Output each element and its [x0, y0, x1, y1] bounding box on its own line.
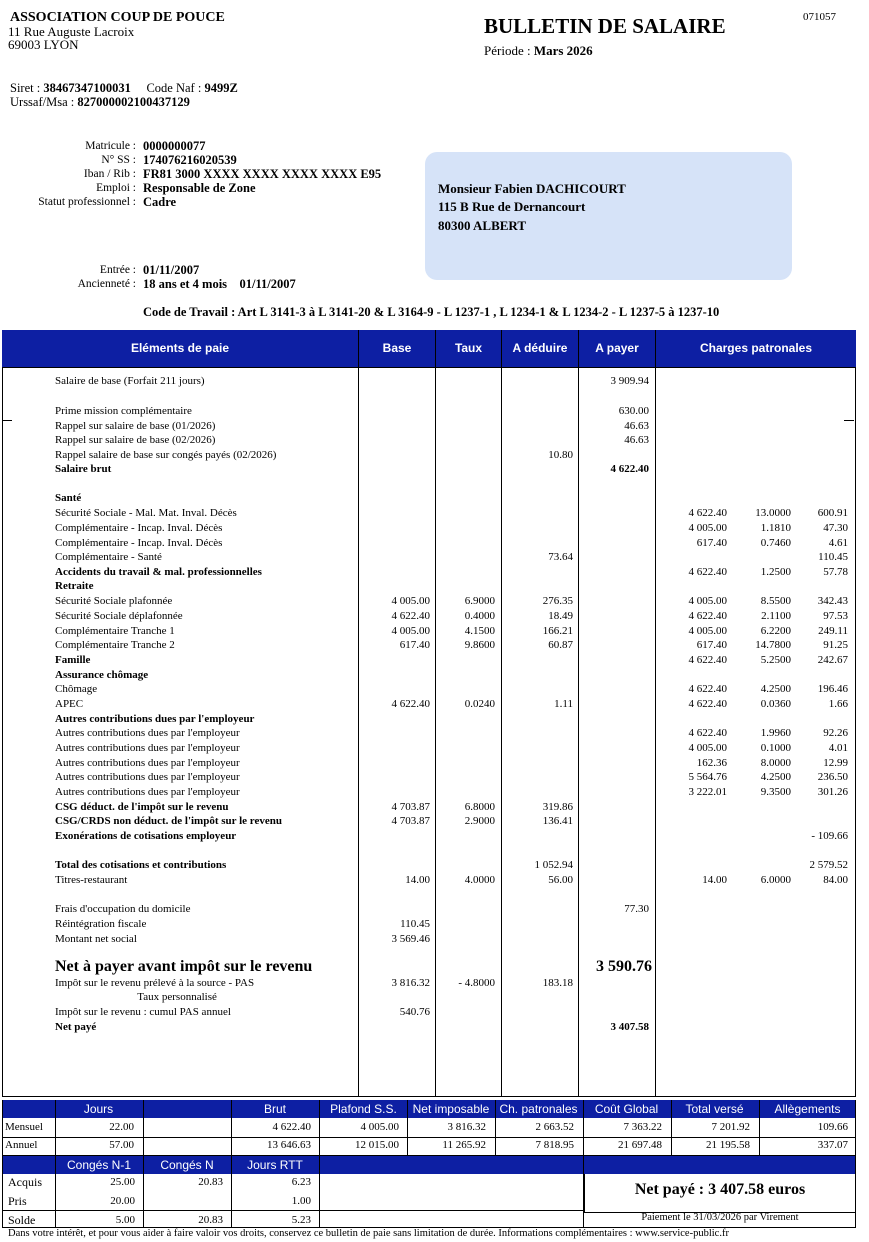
- row-label: Exonérations de cotisations employeur: [55, 830, 237, 842]
- row-label: Complémentaire - Incap. Inval. Décès: [55, 522, 223, 534]
- row-taux: 6.9000: [464, 595, 495, 607]
- conges-cell: 6.23: [291, 1176, 311, 1188]
- summary-cell: 4 005.00: [360, 1121, 399, 1133]
- row-base: 540.76: [399, 1006, 430, 1018]
- row-charges-base: 4 622.40: [688, 683, 727, 695]
- row-base: 110.45: [400, 918, 430, 930]
- anciennete-value: 18 ans et 4 mois 01/11/2007: [143, 277, 296, 291]
- entree-value: 01/11/2007: [143, 263, 200, 277]
- header-base: Base: [382, 341, 412, 355]
- row-charges-montant: 92.26: [823, 727, 848, 739]
- row-charges-montant: 110.45: [818, 551, 848, 563]
- summary-header-cell: Ch. patronales: [499, 1102, 578, 1116]
- summary-cell: 57.00: [109, 1139, 134, 1151]
- row-base: 617.40: [399, 639, 430, 651]
- employer-address-line2: 69003 LYON: [8, 37, 79, 52]
- row-taux: - 4.8000: [458, 977, 495, 989]
- row-charges-base: 4 622.40: [688, 698, 727, 710]
- summary-left-border: [2, 1100, 3, 1228]
- conges-col-line: [231, 1156, 232, 1228]
- conges-cell: 5.00: [115, 1214, 135, 1226]
- row-base: 4 703.87: [391, 801, 430, 813]
- row-base: 4 005.00: [391, 625, 430, 637]
- row-label: Montant net social: [55, 933, 137, 945]
- summary-row-label: Annuel: [5, 1139, 38, 1151]
- summary-row-line: [2, 1155, 856, 1156]
- document-title: BULLETIN DE SALAIRE: [484, 14, 726, 38]
- conges-header-cell: Congés N: [160, 1158, 214, 1172]
- net-avant-impot-value: 3 590.76: [596, 958, 652, 975]
- summary-header-cell: Jours: [83, 1102, 114, 1116]
- col-divider: [578, 330, 579, 1097]
- row-label: Titres-restaurant: [55, 874, 128, 886]
- row-charges-base: 4 005.00: [688, 522, 727, 534]
- row-label: APEC: [55, 698, 84, 710]
- summary-cell: 4 622.40: [272, 1121, 311, 1133]
- summary-cell: 109.66: [817, 1121, 848, 1133]
- summary-header-cell: Total versé: [685, 1102, 744, 1116]
- row-label: Retraite: [55, 580, 94, 592]
- employer-name: ASSOCIATION COUP DE POUCE: [10, 10, 225, 25]
- row-charges-taux: 0.0360: [760, 698, 791, 710]
- row-charges-taux: 4.2500: [760, 683, 791, 695]
- row-charges-base: 4 622.40: [688, 654, 727, 666]
- statut-label: Statut professionnel :: [38, 196, 136, 208]
- row-label: Impôt sur le revenu prélevé à la source - PAS: [55, 977, 255, 989]
- row-label: Salaire brut: [55, 463, 112, 475]
- row-charges-montant: 91.25: [823, 639, 848, 651]
- summary-col-line: [583, 1100, 584, 1156]
- row-label: Taux personnalisé: [55, 991, 217, 1003]
- row-a-deduire: 60.87: [548, 639, 573, 651]
- emploi-label: Emploi :: [96, 182, 136, 194]
- row-charges-taux: 1.1810: [760, 522, 791, 534]
- recipient-street: 115 B Rue de Dernancourt: [438, 199, 586, 214]
- row-charges-taux: 6.2200: [760, 625, 791, 637]
- summary-cell: 7 201.92: [711, 1121, 750, 1133]
- row-label: Net payé: [55, 1021, 97, 1033]
- row-label: Assurance chômage: [55, 669, 149, 681]
- row-charges-base: 4 622.40: [688, 507, 727, 519]
- net-paye-total: Net payé : 3 407.58 euros: [634, 1181, 806, 1198]
- fold-mark: [2, 420, 12, 421]
- row-a-deduire: 136.41: [542, 815, 573, 827]
- ss-value: 174076216020539: [143, 153, 237, 167]
- col-divider: [501, 330, 502, 1097]
- siret-line: [10, 81, 238, 96]
- row-charges-base: 4 005.00: [688, 595, 727, 607]
- ss-label: N° SS :: [101, 154, 136, 166]
- row-taux: 9.8600: [464, 639, 495, 651]
- col-divider: [435, 330, 436, 1097]
- recipient-address-box: [425, 152, 792, 280]
- summary-cell: 7 363.22: [623, 1121, 662, 1133]
- row-a-deduire: 10.80: [548, 449, 573, 461]
- row-charges-montant: 236.50: [817, 771, 848, 783]
- row-a-deduire: 18.49: [548, 610, 573, 622]
- row-charges-taux: 2.1100: [761, 610, 791, 622]
- summary-cell: [143, 1119, 223, 1136]
- row-base: 3 569.46: [391, 933, 430, 945]
- matricule-label: Matricule :: [85, 140, 136, 152]
- row-charges-taux: 8.5500: [760, 595, 791, 607]
- conges-header-cell: Congés N-1: [66, 1158, 132, 1172]
- footer-note: Dans votre intérêt, et pour vous aider à faire valoir vos droits, conservez ce bulletin de paie sans limitation de durée. Informations complémentaires : www.service-public.fr: [8, 1228, 729, 1239]
- row-charges-taux: 4.2500: [760, 771, 791, 783]
- conges-cell: [143, 1193, 223, 1210]
- conges-cell: 20.00: [110, 1195, 135, 1207]
- row-taux: 0.4000: [464, 610, 495, 622]
- matricule-value: 0000000077: [143, 139, 206, 153]
- summary-row-label: Mensuel: [5, 1121, 43, 1133]
- siret-value: 38467347100031: [43, 81, 131, 95]
- row-charges-montant: 301.26: [817, 786, 848, 798]
- row-label: Autres contributions dues par l'employeur: [55, 771, 240, 783]
- emploi-value: Responsable de Zone: [143, 181, 256, 195]
- row-charges-taux: 0.7460: [760, 537, 791, 549]
- summary-header-cell: Coût Global: [594, 1102, 659, 1116]
- summary-header-cell: Net imposable: [412, 1102, 490, 1116]
- row-charges-montant: 84.00: [823, 874, 848, 886]
- row-charges-montant: 47.30: [823, 522, 848, 534]
- row-label: Complémentaire Tranche 2: [55, 639, 175, 651]
- row-label: Santé: [55, 492, 82, 504]
- summary-right-border: [855, 1100, 856, 1228]
- row-a-deduire: 166.21: [542, 625, 573, 637]
- row-label: Complémentaire - Santé: [55, 551, 162, 563]
- payment-info: Paiement le 31/03/2026 par Virement: [641, 1212, 799, 1223]
- header-elements: Eléments de paie: [130, 341, 230, 355]
- row-charges-taux: 0.1000: [760, 742, 791, 754]
- row-label: CSG/CRDS non déduct. de l'impôt sur le revenu: [55, 815, 282, 827]
- row-charges-montant: 57.78: [823, 566, 848, 578]
- row-taux: 4.1500: [464, 625, 495, 637]
- row-charges-base: 4 005.00: [688, 742, 727, 754]
- conges-col-line: [55, 1156, 56, 1228]
- row-a-deduire: 276.35: [542, 595, 573, 607]
- row-charges-taux: 1.9960: [760, 727, 791, 739]
- net-avant-impot-label: Net à payer avant impôt sur le revenu: [55, 958, 313, 975]
- row-charges-taux: 9.3500: [760, 786, 791, 798]
- row-a-deduire: 1.11: [554, 698, 573, 710]
- summary-col-line: [143, 1100, 144, 1156]
- conges-row-label: Acquis: [8, 1175, 42, 1189]
- summary-col-line: [407, 1100, 408, 1156]
- conges-cell: 25.00: [110, 1176, 135, 1188]
- row-a-payer: 3 407.58: [610, 1021, 649, 1033]
- conges-col-line: [319, 1156, 320, 1228]
- urssaf-line: [10, 95, 190, 110]
- conges-cell: 20.83: [198, 1214, 223, 1226]
- row-charges-base: 162.36: [696, 757, 727, 769]
- summary-cell: 11 265.92: [442, 1139, 486, 1151]
- row-charges-montant: - 109.66: [811, 830, 848, 842]
- urssaf-label: Urssaf/Msa :: [10, 95, 78, 109]
- conges-cell: 1.00: [291, 1195, 311, 1207]
- row-charges-montant: 196.46: [817, 683, 848, 695]
- conges-row-label: Solde: [8, 1213, 36, 1227]
- summary-cell: 337.07: [817, 1139, 848, 1151]
- row-taux: 2.9000: [464, 815, 495, 827]
- summary-col-line: [231, 1100, 232, 1156]
- row-label: Rappel sur salaire de base (01/2026): [55, 420, 216, 432]
- row-taux: 6.8000: [464, 801, 495, 813]
- naf-label: Code Naf :: [146, 81, 205, 95]
- row-charges-base: 14.00: [702, 874, 727, 886]
- row-label: Autres contributions dues par l'employeur: [55, 713, 255, 725]
- fold-mark: [844, 420, 854, 421]
- summary-col-line: [55, 1100, 56, 1156]
- row-base: 3 816.32: [391, 977, 430, 989]
- col-divider: [655, 330, 656, 1097]
- statut-value: Cadre: [143, 195, 177, 209]
- row-label: Complémentaire Tranche 1: [55, 625, 175, 637]
- row-a-deduire: 56.00: [548, 874, 573, 886]
- row-label: Sécurité Sociale - Mal. Mat. Inval. Décès: [55, 507, 237, 519]
- row-charges-montant: 242.67: [817, 654, 848, 666]
- row-a-deduire: 183.18: [542, 977, 573, 989]
- row-charges-base: 617.40: [696, 639, 727, 651]
- row-taux: 4.0000: [464, 874, 495, 886]
- code-travail: Code de Travail : Art L 3141-3 à L 3141-20 & L 3164-9 - L 1237-1 , L 1234-1 & L 1234-2 - L 1237-5 à 1237-10: [143, 305, 720, 319]
- row-charges-montant: 2 579.52: [809, 859, 848, 871]
- period-value: Mars 2026: [533, 43, 593, 58]
- iban-value: FR81 3000 XXXX XXXX XXXX XXXX E95: [143, 167, 382, 181]
- summary-cell: 21 195.58: [706, 1139, 750, 1151]
- summary-col-line: [671, 1100, 672, 1156]
- summary-cell: [143, 1137, 223, 1154]
- row-label: Autres contributions dues par l'employeur: [55, 742, 240, 754]
- naf-value: 9499Z: [204, 81, 238, 95]
- row-label: Salaire de base (Forfait 211 jours): [55, 375, 205, 387]
- row-charges-base: 4 622.40: [688, 610, 727, 622]
- header-a-payer: A payer: [595, 341, 639, 355]
- row-label: Complémentaire - Incap. Inval. Décès: [55, 537, 223, 549]
- row-label: Famille: [55, 654, 91, 666]
- row-charges-taux: 6.0000: [760, 874, 791, 886]
- header-taux: Taux: [454, 341, 483, 355]
- conges-right-line: [583, 1156, 584, 1228]
- row-charges-montant: 600.91: [817, 507, 848, 519]
- conges-header-cell: Jours RTT: [247, 1158, 303, 1172]
- row-charges-taux: 5.2500: [760, 654, 791, 666]
- summary-header-cell: Plafond S.S.: [330, 1102, 397, 1116]
- row-a-deduire: 1 052.94: [534, 859, 573, 871]
- row-base: 4 622.40: [391, 698, 430, 710]
- conges-row-line: [2, 1210, 583, 1211]
- summary-cell: 13 646.63: [267, 1139, 311, 1151]
- row-base: 4 005.00: [391, 595, 430, 607]
- row-label: Réintégration fiscale: [55, 918, 147, 930]
- conges-cell: 20.83: [198, 1176, 223, 1188]
- row-charges-montant: 249.11: [818, 625, 848, 637]
- row-label: Frais d'occupation du domicile: [55, 903, 191, 915]
- summary-col-line: [495, 1100, 496, 1156]
- row-charges-montant: 4.61: [828, 537, 848, 549]
- summary-header-cell: Allègements: [774, 1102, 841, 1116]
- row-charges-taux: 14.7800: [755, 639, 791, 651]
- row-charges-base: 5 564.76: [688, 771, 727, 783]
- header-charges-patronales: Charges patronales: [699, 341, 813, 355]
- iban-label: Iban / Rib :: [83, 168, 136, 180]
- row-label: Rappel sur salaire de base (02/2026): [55, 434, 216, 446]
- row-a-deduire: 73.64: [548, 551, 573, 563]
- summary-header-cell: [143, 1100, 231, 1118]
- row-label: Sécurité Sociale déplafonnée: [55, 610, 183, 622]
- header-a-deduire: A déduire: [512, 341, 568, 355]
- row-label: Impôt sur le revenu : cumul PAS annuel: [55, 1006, 231, 1018]
- summary-cell: 7 818.95: [535, 1139, 574, 1151]
- siret-label: Siret :: [10, 81, 44, 95]
- row-charges-montant: 4.01: [828, 742, 848, 754]
- row-base: 14.00: [405, 874, 430, 886]
- summary-cell: 12 015.00: [355, 1139, 399, 1151]
- row-charges-montant: 1.66: [828, 698, 848, 710]
- recipient-name: Monsieur Fabien DACHICOURT: [438, 181, 626, 196]
- row-base: 4 703.87: [391, 815, 430, 827]
- row-label: Rappel salaire de base sur congés payés (02/2026): [55, 449, 277, 461]
- row-charges-taux: 1.2500: [760, 566, 791, 578]
- row-charges-base: 3 222.01: [688, 786, 727, 798]
- row-charges-montant: 342.43: [817, 595, 848, 607]
- row-a-payer: 46.63: [624, 434, 649, 446]
- col-divider: [358, 330, 359, 1097]
- row-label: Total des cotisations et contributions: [55, 859, 227, 871]
- row-charges-montant: 97.53: [823, 610, 848, 622]
- summary-header-cell: Brut: [263, 1102, 286, 1116]
- period: [484, 43, 593, 59]
- row-a-payer: 4 622.40: [610, 463, 649, 475]
- period-label: Période :: [484, 43, 534, 58]
- summary-row-line: [2, 1137, 856, 1138]
- row-a-payer: 77.30: [624, 903, 649, 915]
- summary-col-line: [759, 1100, 760, 1156]
- row-charges-taux: 13.0000: [755, 507, 791, 519]
- anciennete-label: Ancienneté :: [77, 278, 136, 290]
- row-taux: 0.0240: [464, 698, 495, 710]
- row-charges-base: 617.40: [696, 537, 727, 549]
- conges-bottom-line: [2, 1227, 856, 1228]
- recipient-city: 80300 ALBERT: [438, 218, 527, 233]
- summary-cell: 3 816.32: [447, 1121, 486, 1133]
- row-label: Chômage: [55, 683, 98, 695]
- conges-row-label: Pris: [8, 1194, 27, 1208]
- row-label: Prime mission complémentaire: [55, 405, 192, 417]
- row-a-payer: 630.00: [618, 405, 649, 417]
- row-charges-base: 4 622.40: [688, 566, 727, 578]
- row-charges-montant: 12.99: [823, 757, 848, 769]
- row-charges-base: 4 005.00: [688, 625, 727, 637]
- summary-cell: 2 663.52: [535, 1121, 574, 1133]
- employer-address-line1: 11 Rue Auguste Lacroix: [8, 24, 135, 39]
- row-charges-base: 4 622.40: [688, 727, 727, 739]
- row-label: Autres contributions dues par l'employeur: [55, 786, 240, 798]
- row-a-payer: 3 909.94: [610, 375, 649, 387]
- row-label: Autres contributions dues par l'employeur: [55, 757, 240, 769]
- row-charges-taux: 8.0000: [760, 757, 791, 769]
- summary-cell: 21 697.48: [618, 1139, 662, 1151]
- summary-cell: 22.00: [109, 1121, 134, 1133]
- row-label: Accidents du travail & mal. professionnelles: [55, 566, 262, 578]
- row-label: Sécurité Sociale plafonnée: [55, 595, 173, 607]
- row-label: CSG déduct. de l'impôt sur le revenu: [55, 801, 229, 813]
- header-underline: [2, 367, 856, 368]
- urssaf-value: 827000002100437129: [77, 95, 190, 109]
- row-a-deduire: 319.86: [542, 801, 573, 813]
- conges-cell: 5.23: [291, 1214, 311, 1226]
- row-base: 4 622.40: [391, 610, 430, 622]
- summary-col-line: [319, 1100, 320, 1156]
- row-a-payer: 46.63: [624, 420, 649, 432]
- row-label: Autres contributions dues par l'employeur: [55, 727, 240, 739]
- conges-col-line: [143, 1156, 144, 1228]
- entree-label: Entrée :: [99, 264, 136, 276]
- document-number: 071057: [803, 11, 836, 23]
